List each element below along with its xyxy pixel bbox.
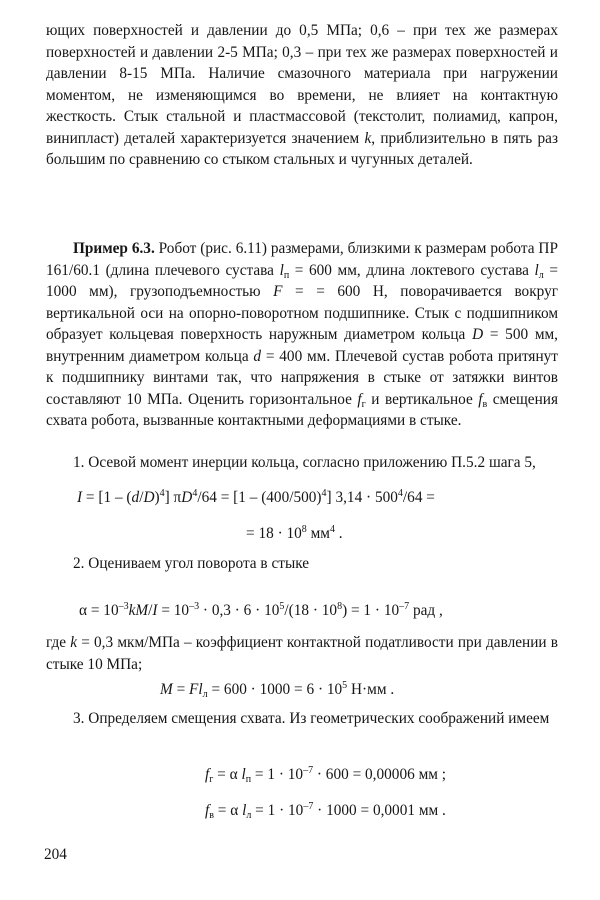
step-1: 1. Осевой момент инерции кольца, согласно приложению П.5.2 шага 5, [73,454,536,471]
formula-text: · 0,3 · 6 · 10 [199,602,280,619]
subscript: л [202,689,208,700]
superscript: 8 [337,601,343,612]
formula-text: / [139,489,144,506]
superscript: 4 [192,488,198,499]
symbol: Fl [189,681,203,698]
formula-text: . [334,525,343,542]
formula-text: = α [213,766,242,783]
formula-horizontal-displacement [205,764,446,786]
superscript: 4 [329,524,335,535]
symbol: l [241,766,246,783]
formula-text: = [1 – ( [82,489,132,506]
superscript: –7 [303,765,314,776]
subscript: л [246,810,252,821]
symbol-l: l [279,261,284,279]
formula-text: ) [154,489,160,506]
formula-rotation-angle [79,600,443,622]
symbol: I [152,602,158,619]
symbol: f [205,802,210,819]
formula-text: = 1 · 10 [251,766,304,783]
where-clause [46,632,558,675]
formula-text: · 1000 = 0,0001 мм . [313,802,446,819]
formula-text: α = 10 [79,602,119,619]
symbol-l: l [534,261,539,279]
where-text: = 0,3 мкм/МПа – коэффициент контактной податливости при давлении в стыке 10 МПа; [46,634,558,673]
symbol-F: F [273,283,283,300]
formula-text: = 10 [157,602,190,619]
formula-text: /64 = [1 – (400/500) [197,489,322,506]
symbol: D [181,489,193,506]
superscript: 5 [342,680,348,691]
step-3: 3. Определяем смещения схвата. Из геометрических соображений имеем [73,710,550,727]
subscript: в [209,810,214,821]
subscript: п [245,774,252,785]
example-text: = 1000 мм), грузоподъемностью [46,261,558,300]
formula-text: = 1 · 10 [251,802,304,819]
symbol: M [135,602,149,619]
page-number: 204 [44,846,67,863]
example-title: Пример 6.3. [73,240,155,257]
subscript: в [482,398,488,410]
formula-text: мм [306,525,330,542]
subscript: г [361,398,366,410]
symbol: k [128,602,136,619]
symbol-D: D [472,326,484,343]
example-6-3-paragraph [46,238,558,432]
formula-text: ] π [164,489,182,506]
superscript: –7 [303,801,314,812]
superscript: –7 [399,601,410,612]
formula-text: = 18 · 10 [246,525,302,542]
formula-text: / [148,602,153,619]
step-2: 2. Оцениваем угол поворота в стыке [73,555,310,572]
symbol: l [242,802,247,819]
formula-text: рад , [409,602,443,619]
example-text: = 500 мм, внутренним диаметром кольца [46,326,559,365]
superscript: 4 [321,488,327,499]
superscript: –3 [118,601,129,612]
subscript: л [538,269,544,281]
example-text: = 400 мм. Плечевой сустав робота притянут к подшипнику винтами так, что напряжения в стыке от затяжки винтов составляют 10 МПа. Оценить горизонтальное [46,347,558,408]
formula-moment [160,679,394,701]
symbol: f [205,766,210,783]
paragraph-text-end: , приблизительно в пять раз большим по сравнению со стыком стальных и чугунных деталей. [46,129,558,168]
superscript: 5 [279,601,285,612]
example-text: = 600 мм, длина локтевого сустава [289,261,535,279]
symbol: M [160,681,173,698]
superscript: –3 [189,601,200,612]
formula-moment-of-inertia [77,487,435,509]
formula-text: ) = 1 · 10 [342,602,400,619]
paragraph-text: ющих поверхностей и давлении до 0,5 МПа; 0,6 – при тех же размерах поверхностей и давлении 2-5 МПа; 0,3 – при тех же размерах поверхностей и давлении 8-15 МПа. Наличие смазочного материала при нагружении моментом, не изменяющимся во времени, не влияет на контактную жесткость. Стык стальной и пластмассовой (текстолит, полиамид, капрон, винипласт) деталей характеризуется значением [46,22,558,147]
symbol: I [77,489,83,506]
symbol-d: d [253,347,262,365]
formula-text: /(18 · 10 [284,602,338,619]
example-text: смещения схвата робота, вызванные контактными деформациями в стыке. [46,390,558,429]
formula-text: = [172,681,190,698]
superscript: 4 [397,488,403,499]
formula-vertical-displacement [205,800,446,822]
subscript: п [283,269,290,281]
superscript: 8 [301,524,307,535]
symbol-k: k [364,129,372,147]
symbol-f: f [478,390,483,408]
formula-text: · 600 = 0,00006 мм ; [313,766,446,783]
formula-text: = α [213,802,243,819]
symbol: D [143,489,155,506]
paragraph-contact-stiffness [46,20,558,171]
symbol-k: k [70,634,78,651]
formula-moment-result [246,523,343,545]
symbol-f: f [357,390,362,408]
example-text: Робот (рис. 6.11) размерами, близкими к размерам робота ПР 161/60.1 (длина плечевого сустава [46,240,558,279]
formula-text: ] 3,14 · 500 [326,489,398,506]
superscript: 4 [159,488,165,499]
where-prefix: где [46,634,71,651]
formula-text: Н·мм . [347,681,395,698]
formula-text: = 600 · 1000 = 6 · 10 [207,681,343,698]
example-text: = = 600 Н, поворачивается вокруг вертикальной оси на опорно-поворотном подшипнике. Стык с подшипником образует кольцевая поверхность наружным диаметром кольца [46,283,559,343]
formula-text: /64 = [402,489,435,506]
symbol: d [131,489,140,506]
example-text: и вертикальное [365,390,479,408]
subscript: г [209,774,214,785]
